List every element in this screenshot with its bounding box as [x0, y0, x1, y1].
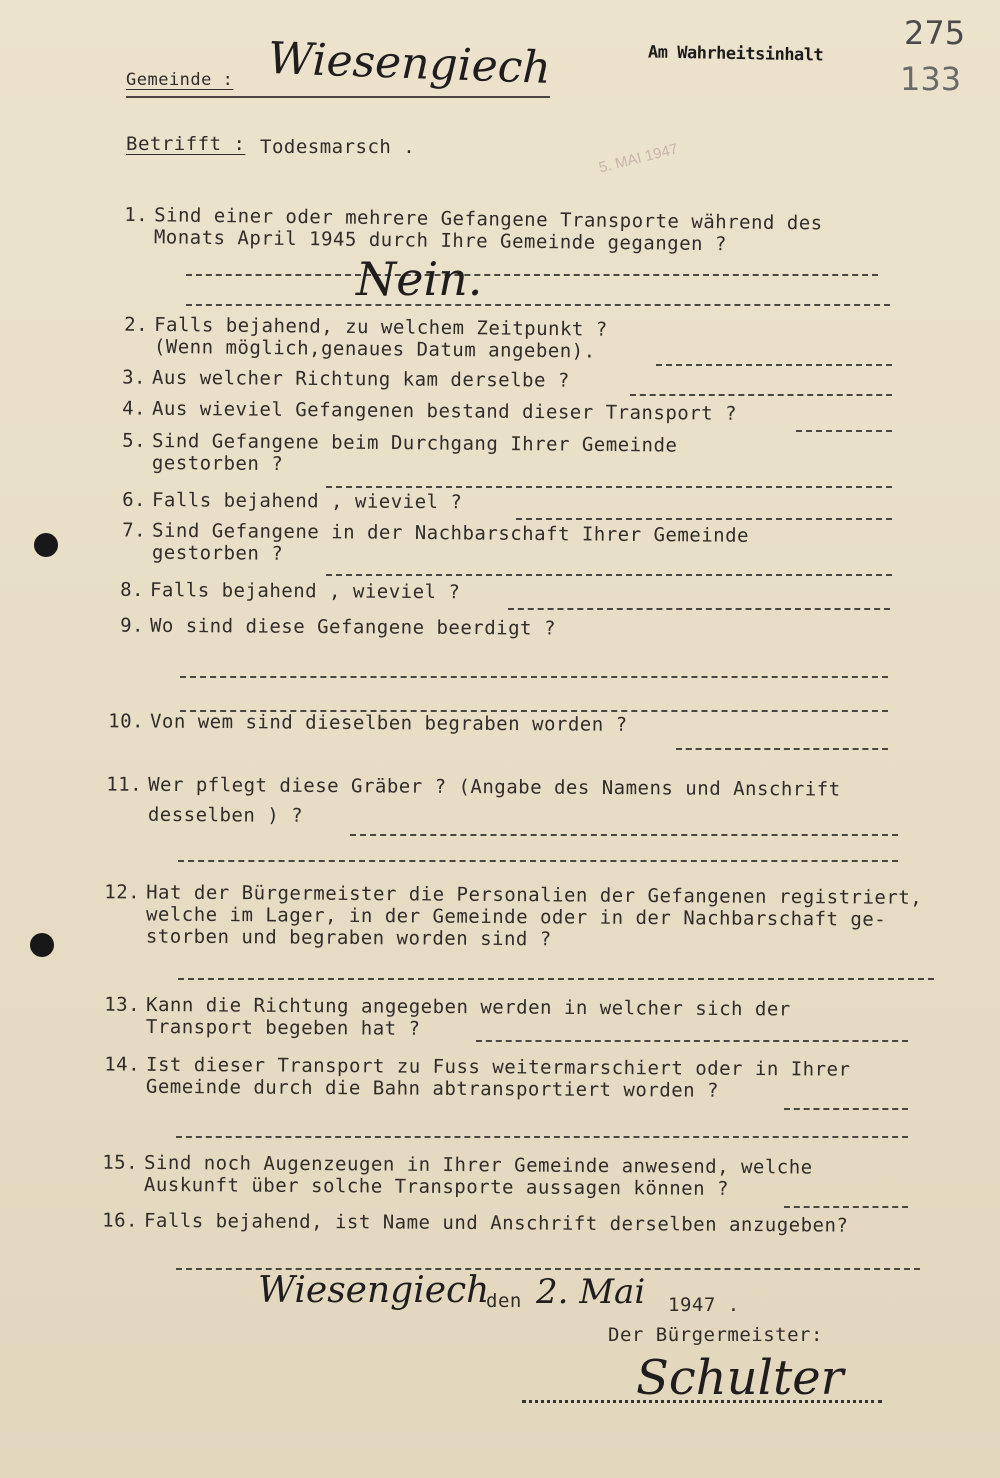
question-text-line: Aus wieviel Gefangenen bestand dieser Transport ?	[151, 397, 738, 425]
answer-line-11b	[178, 860, 898, 862]
question-text-line: Auskunft über solche Transporte aussagen können ?	[143, 1173, 730, 1200]
question-text-line: Ist dieser Transport zu Fuss weitermarschiert oder in Ihrer	[146, 1053, 851, 1081]
received-date-stamp: 5. MAI 1947	[597, 140, 680, 177]
question-text-line: Wer pflegt diese Gräber ? (Angabe des Namens und Anschrift	[148, 773, 841, 801]
question-1	[96, 204, 823, 257]
question-text-line: Sind noch Augenzeugen in Ihrer Gemeinde anwesend, welche	[144, 1151, 813, 1179]
folio-number-bottom: 133	[900, 60, 962, 98]
question-number: 5.	[122, 429, 147, 452]
answer-line-1b	[186, 304, 890, 306]
answer-line-2	[656, 364, 892, 366]
question-text-line: Wo sind diese Gefangene beerdigt ?	[149, 614, 557, 640]
answer-line-7	[326, 574, 892, 576]
question-text-line: Falls bejahend, zu welchem Zeitpunkt ?	[154, 313, 608, 341]
answer-line-1a	[186, 274, 878, 276]
question-number: 8.	[120, 578, 145, 602]
question-number: 4.	[122, 397, 147, 420]
question-text-line: Von wem sind dieselben begraben worden ?	[149, 710, 628, 736]
answer-line-11a	[350, 834, 898, 836]
betrifft-value: Todesmarsch .	[260, 136, 416, 158]
mayor-title: Der Bürgermeister:	[608, 1324, 823, 1346]
question-number: 1.	[124, 203, 149, 227]
question-15	[86, 1151, 813, 1200]
answer-line-13	[476, 1040, 908, 1042]
gemeinde-value: Wiesengiech	[267, 33, 552, 94]
date-handwritten: 2. Mai	[536, 1272, 646, 1312]
question-number: 10.	[108, 710, 145, 733]
question-text-line: Gemeinde durch die Bahn abtransportiert worden ?	[145, 1075, 720, 1102]
question-text-line: gestorben ?	[151, 541, 284, 565]
place-handwritten: Wiesengiech	[258, 1270, 490, 1311]
question-16	[86, 1209, 849, 1236]
question-number: 12.	[104, 881, 141, 904]
question-2	[96, 313, 608, 362]
question-5	[94, 429, 678, 478]
question-3	[94, 366, 570, 391]
question-text-line: Aus welcher Richtung kam derselbe ?	[151, 366, 570, 392]
gemeinde-label: Gemeinde :	[126, 70, 234, 90]
question-8	[92, 579, 461, 604]
question-text-line: Monats April 1945 durch Ihre Gemeinde gegangen ?	[153, 226, 728, 256]
answer-line-10	[676, 748, 888, 750]
question-13	[88, 994, 791, 1043]
gemeinde-underline	[126, 96, 550, 98]
question-number: 2.	[124, 313, 149, 336]
answer-1-handwritten: Nein.	[356, 252, 483, 306]
question-7	[94, 519, 749, 569]
question-6	[94, 489, 463, 514]
answer-line-6	[516, 518, 892, 520]
question-text-line: Transport begeben hat ?	[145, 1015, 421, 1040]
question-14	[88, 1053, 851, 1102]
answer-line-15	[784, 1206, 908, 1208]
question-number: 3.	[122, 366, 147, 389]
question-text-line: Falls bejahend , wieviel ?	[149, 579, 461, 604]
question-9	[92, 614, 556, 639]
question-number: 16.	[102, 1209, 139, 1232]
den-label: den	[486, 1290, 522, 1312]
betrifft-label: Betrifft :	[126, 133, 246, 155]
question-number: 15.	[102, 1151, 139, 1174]
question-text-line: welche im Lager, in der Gemeinde oder in der Nachbarschaft ge-	[145, 903, 887, 931]
question-text-line: (Wenn möglich,genaues Datum angeben).	[153, 335, 596, 363]
answer-line-14a	[784, 1108, 908, 1110]
question-text-line: Falls bejahend , wieviel ?	[151, 489, 463, 514]
signature-dotted-line	[522, 1400, 882, 1403]
question-text-line: Kann die Richtung angegeben werden in welcher sich der	[146, 993, 791, 1021]
question-text-line: storben und begraben worden sind ?	[145, 925, 552, 951]
question-12	[88, 881, 922, 953]
answer-line-9a	[180, 676, 888, 678]
punch-hole-bottom	[30, 933, 54, 957]
question-text-line: gestorben ?	[151, 451, 284, 476]
answer-line-12	[178, 978, 934, 980]
question-number: 11.	[106, 773, 143, 796]
punch-hole-top	[34, 533, 58, 557]
mayor-signature: Schulter	[636, 1350, 844, 1406]
question-number: 9.	[120, 614, 145, 637]
question-text-line: Sind einer oder mehrere Gefangene Transporte während des	[154, 204, 823, 235]
folio-number-top: 275	[904, 14, 966, 52]
question-4	[94, 397, 737, 425]
question-11	[90, 773, 841, 830]
question-number: 7.	[122, 519, 147, 542]
question-text-line: Falls bejahend, ist Name und Anschrift derselben anzugeben?	[143, 1209, 849, 1237]
question-text-line: desselben ) ?	[147, 803, 304, 827]
question-text-line: Hat der Bürgermeister die Personalien der Gefangenen registriert,	[146, 881, 923, 909]
question-text-line: Sind Gefangene beim Durchgang Ihrer Gemeinde	[152, 429, 678, 457]
year-label: 1947 .	[668, 1294, 740, 1316]
question-number: 14.	[104, 1053, 141, 1076]
question-10	[92, 710, 628, 736]
question-text-line: Sind Gefangene in der Nachbarschaft Ihrer Gemeinde	[152, 519, 750, 547]
answer-line-4	[796, 430, 892, 432]
answer-line-3	[630, 394, 892, 396]
answer-line-14b	[176, 1136, 908, 1138]
question-number: 13.	[104, 993, 141, 1016]
question-number: 6.	[122, 488, 147, 512]
answer-line-5	[326, 486, 892, 488]
answer-line-8	[508, 608, 890, 610]
top-right-stamp: Am Wahrheitsinhalt	[647, 42, 824, 66]
